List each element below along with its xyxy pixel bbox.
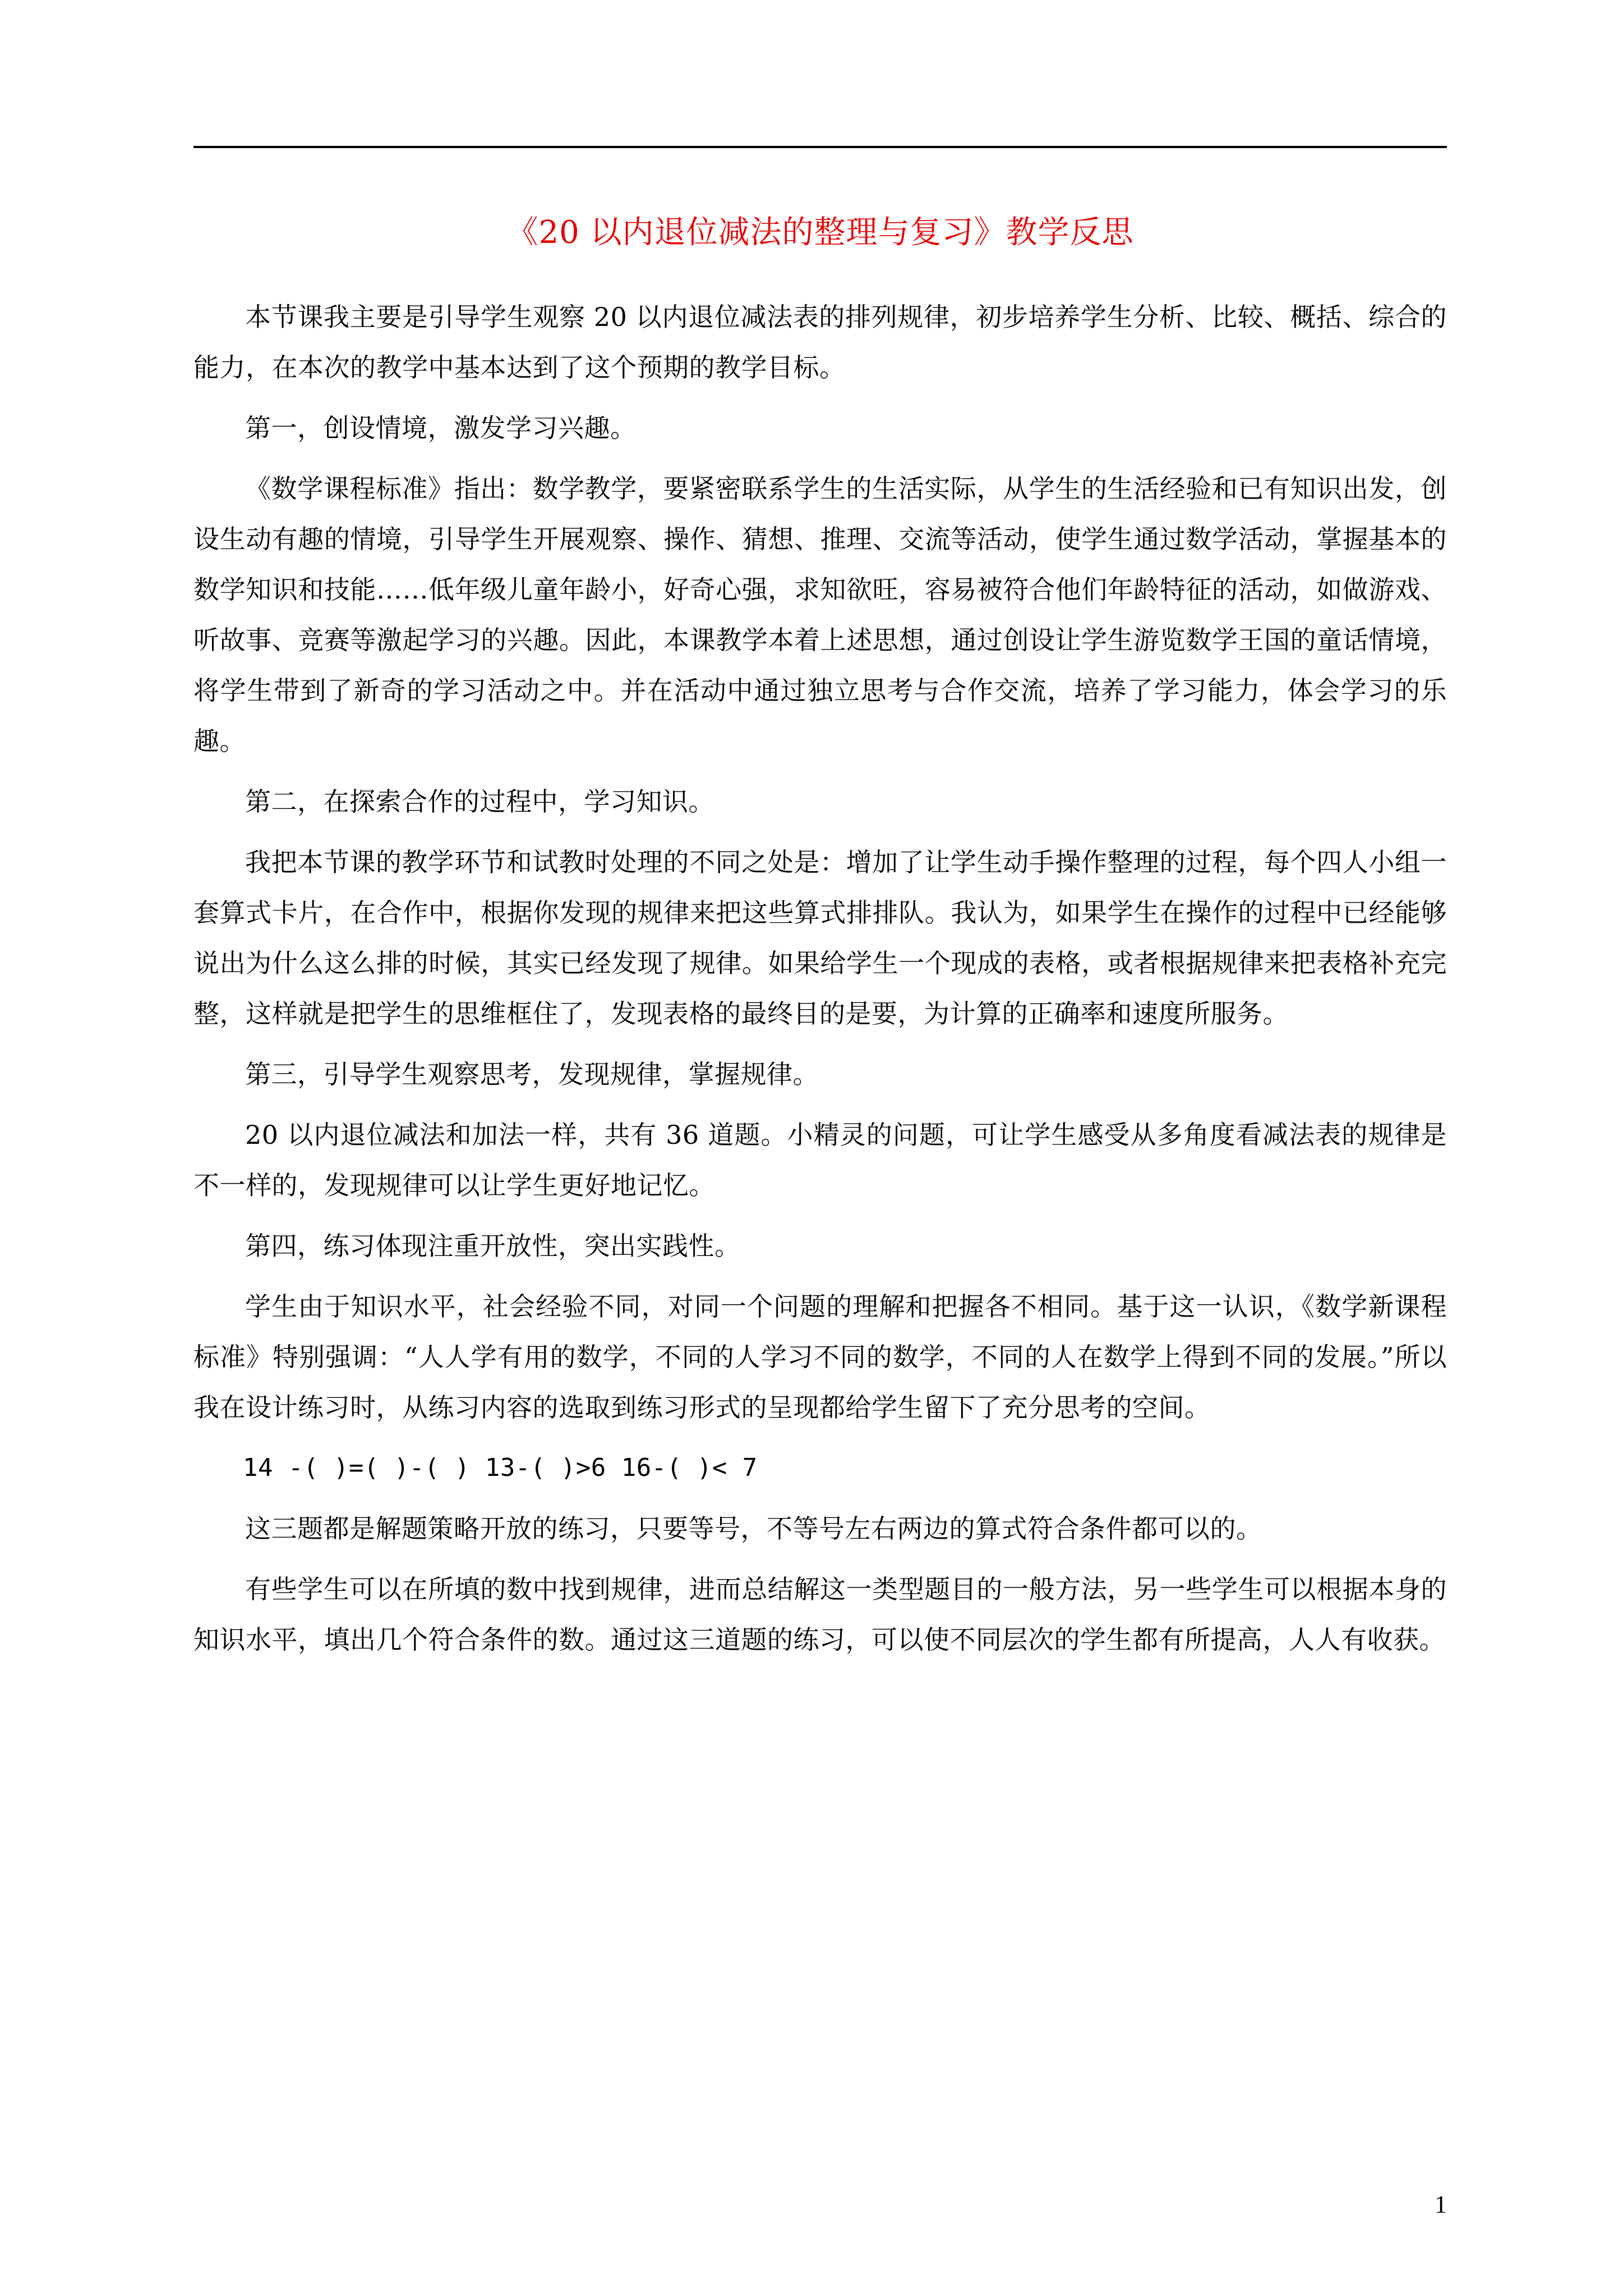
paragraph-conclusion: 有些学生可以在所填的数中找到规律，进而总结解这一类型题目的一般方法，另一些学生可以根据本身的知识水平，填出几个符合条件的数。通过这三道题的练习，可以使不同层次的学生都有所提高，人人有收获。 <box>193 1574 1447 1655</box>
paragraph-section-2: 我把本节课的教学环节和试教时处理的不同之处是：增加了让学生动手操作整理的过程，每个四人小组一套算式卡片，在合作中，根据你发现的规律来把这些算式排排队。我认为，如果学生在操作的过程中已经能够说出为什么这么排的时候，其实已经发现了规律。如果给学生一个现成的表格，或者根据规律来把表格补充完整，这样就是把学生的思维框住了，发现表格的最终目的是要，为计算的正确率和速度所服务。 <box>193 847 1447 1029</box>
section-heading-2: 第二，在探索合作的过程中，学习知识。 <box>245 786 714 817</box>
section-heading-3: 第三，引导学生观察思考，发现规律，掌握规律。 <box>245 1059 819 1089</box>
section-heading-1: 第一，创设情境，激发学习兴趣。 <box>245 413 637 443</box>
section-heading-4: 第四，练习体现注重开放性，突出实践性。 <box>245 1231 741 1261</box>
paragraph-exercise-note: 这三题都是解题策略开放的练习，只要等号，不等号左右两边的算式符合条件都可以的。 <box>245 1513 1262 1544</box>
header-rule <box>193 146 1447 148</box>
practice-exercises: 14 -( )=( )-( ) 13-( )>6 16-( )< 7 <box>243 1453 758 1482</box>
document-body <box>193 292 1447 1675</box>
paragraph-section-1: 《数学课程标准》指出：数学教学，要紧密联系学生的生活实际，从学生的生活经验和已有知识出发，创设生动有趣的情境，引导学生开展观察、操作、猜想、推理、交流等活动，使学生通过数学活动，掌握基本的数学知识和技能……低年级儿童年龄小，好奇心强，求知欲旺，容易被符合他们年龄特征的活动，如做游戏、听故事、竞赛等激起学习的兴趣。因此，本课教学本着上述思想，通过创设让学生游览数学王国的童话情境，将学生带到了新奇的学习活动之中。并在活动中通过独立思考与合作交流，培养了学习能力，体会学习的乐趣。 <box>193 473 1447 756</box>
page-number: 1 <box>1435 2191 1447 2218</box>
paragraph-intro: 本节课我主要是引导学生观察 20 以内退位减法表的排列规律，初步培养学生分析、比较、概括、综合的能力，在本次的教学中基本达到了这个预期的教学目标。 <box>193 302 1447 383</box>
document-title: 《20 以内退位减法的整理与复习》教学反思 <box>506 214 1134 251</box>
paragraph-section-3: 20 以内退位减法和加法一样，共有 36 道题。小精灵的问题，可让学生感受从多角度看减法表的规律是不一样的，发现规律可以让学生更好地记忆。 <box>193 1120 1447 1200</box>
paragraph-section-4: 学生由于知识水平，社会经验不同，对同一个问题的理解和把握各不相同。基于这一认识，《数学新课程标准》特别强调：“人人学有用的数学，不同的人学习不同的数学，不同的人在数学上得到不同的发展。”所以我在设计练习时，从练习内容的选取到练习形式的呈现都给学生留下了充分思考的空间。 <box>193 1291 1447 1423</box>
